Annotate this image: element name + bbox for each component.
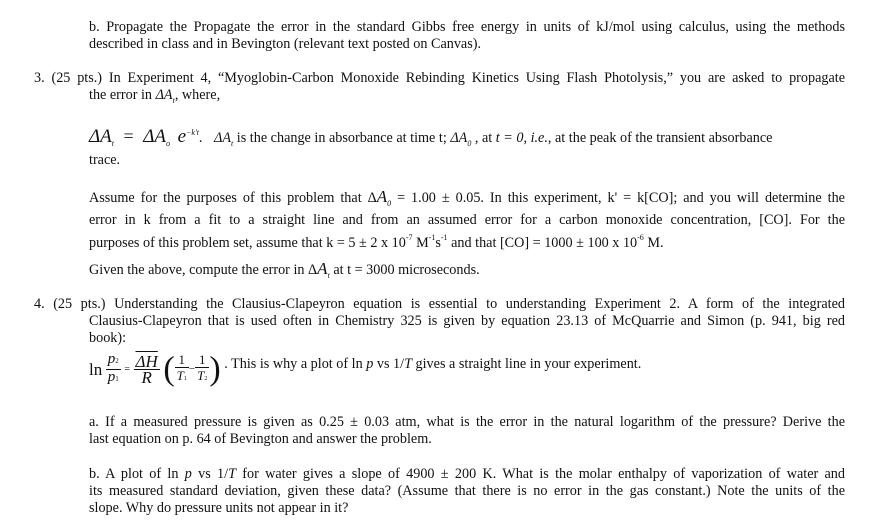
eq4-p2-sub: 2 — [115, 357, 119, 365]
eq4-one-b: 1 — [195, 352, 209, 368]
eq4-paren-close: ) — [209, 350, 221, 388]
q4-b-l1a: b. A plot of ln — [89, 466, 185, 482]
q3-p2-l3c: M — [412, 235, 429, 251]
eq-e: e — [177, 126, 186, 147]
prev-part-b — [89, 19, 845, 53]
question-3-line1 — [34, 70, 845, 87]
question-4-line2: Clausius-Clapeyron that is used often in Chemistry 325 is given by equation 23.13 of McQuarrie and Simon (p. 941, big red — [89, 313, 845, 329]
eq-equals: = — [123, 126, 134, 146]
question-3-number: 3. — [34, 70, 45, 86]
q3-p2-l3h: -6 — [637, 233, 644, 242]
eq4-p1-sub: 1 — [115, 375, 119, 383]
question-3-line1-text: (25 pts.) In Experiment 4, “Myoglobin-Carbon Monoxide Rebinding Kinetics Using Flash Photolysis,” you are asked to propagate — [51, 70, 846, 86]
q3-equation-line — [89, 124, 845, 152]
eq-lhs-sub: t — [111, 139, 114, 148]
eq-lhs: ΔA — [89, 126, 112, 147]
eq4-dh: $\overline{\Delta H}$ — [135, 352, 158, 371]
question-4-line1 — [34, 296, 845, 313]
q4-b-l1d: T — [228, 466, 236, 482]
q3-p2-l3d: -1 — [428, 233, 436, 242]
eq4-equals: = — [124, 364, 130, 375]
q3-line2-sub: t — [172, 96, 175, 105]
q4-part-a — [89, 414, 845, 448]
eq4-t1-sub: 1 — [183, 376, 187, 382]
q4-part-b — [89, 466, 845, 517]
question-4-line3: book): — [89, 330, 127, 346]
question-4-number: 4. — [34, 296, 45, 312]
eq4-after-c: vs 1/ — [373, 356, 405, 372]
eq-rhs-sub: o — [166, 139, 171, 148]
eq4-p-fraction — [106, 352, 121, 387]
q3-p3c: t — [327, 271, 330, 280]
eq4-after-text — [224, 356, 641, 372]
eq4-t1: T — [176, 368, 184, 383]
q3-p2-l3g: and that [CO] = 1000 ± 100 x 10 — [447, 235, 638, 251]
eq4-paren-open: ( — [163, 350, 175, 388]
q3-p2-l1d: = 1.00 ± 0.05. In this experiment, k' = k[CO]; and you will determine the — [391, 190, 845, 206]
question-3 — [34, 70, 845, 109]
eq4-p2: p — [107, 351, 116, 367]
q3-p2-l3a: purposes of this problem set, assume that k = 5 ± 2 x 10 — [89, 235, 406, 251]
question-3-line2 — [34, 87, 845, 109]
eq4-t1-den — [175, 368, 189, 387]
q3-equation-cont: trace. — [89, 152, 121, 168]
prev-part-b-line2: described in class and in Bevington (relevant text posted on Canvas). — [89, 36, 482, 52]
q3-p2-l1a: Assume for the purposes of this problem that Δ — [89, 190, 377, 206]
eq4-t2-den — [195, 368, 209, 387]
eq4-minus: − — [188, 363, 196, 375]
prev-part-b-line1: b. Propagate the Propagate the error in the standard Gibbs free energy in units of kJ/mol using calculus, using the methods — [89, 19, 845, 35]
q4-b-l1c: vs 1/ — [191, 466, 229, 482]
q3-p3d: at t = 3000 microseconds. — [329, 262, 480, 278]
eq-rhs: ΔA — [143, 126, 167, 147]
q3-line2-pre: the error in — [89, 87, 156, 103]
q3-p3a: Given the above, compute the error in Δ — [89, 262, 318, 278]
q3-paragraph-2 — [89, 188, 845, 252]
eq4-t2-fraction — [195, 352, 209, 387]
eq4-after-d: T — [404, 356, 412, 372]
q3-p3b: A — [317, 259, 328, 278]
eq4-after-e: gives a straight line in your experiment. — [411, 356, 642, 372]
eq4-p1: p — [107, 369, 116, 385]
q4-a-line2: last equation on p. 64 of Bevington and answer the problem. — [89, 431, 432, 447]
eq4-ln: ln — [89, 360, 103, 379]
eq4-after-a: . This is why a plot of ln — [224, 356, 367, 372]
eq-exponent: −k′t — [186, 128, 199, 137]
q4-b-l1b: p — [184, 466, 192, 482]
q3-p2-l3f: -1 — [440, 233, 448, 242]
q4-b-l1e: for water gives a slope of 4900 ± 200 K. What is the molar enthalpy of vaporization of water and — [235, 466, 845, 482]
eq-desc6: , — [523, 130, 531, 146]
q3-p2-l3i: M. — [643, 235, 664, 251]
eq-desc1: ΔA — [214, 130, 232, 146]
eq4-dh-den — [134, 370, 160, 385]
question-4 — [34, 296, 845, 347]
q4-b-line1 — [89, 466, 845, 483]
eq4-one-a: 1 — [175, 352, 189, 368]
eq4-after-b: p — [366, 356, 374, 372]
eq4-t2-sub: 2 — [204, 376, 208, 382]
q3-p2-l1c: 0 — [387, 199, 392, 208]
q3-p2-l1b: A — [376, 187, 388, 206]
q3-p2-line1 — [89, 188, 845, 212]
q3-p2-l3b: -7 — [405, 233, 413, 242]
q3-line2-var: ΔA — [155, 87, 173, 103]
q4-a-line1: a. If a measured pressure is given as 0.25 ± 0.03 atm, what is the error in the natural logarithm of the pressure? Derive the — [89, 414, 845, 430]
eq-desc3-sub: 0 — [467, 139, 472, 148]
eq4-p-den — [106, 370, 121, 387]
eq4-p-num — [106, 352, 121, 370]
eq4-t2: T — [197, 368, 205, 383]
eq-desc4: , at — [471, 130, 496, 146]
eq4-dh-fraction — [134, 354, 160, 385]
q3-p2-line2: error in k from a fit to a straight line and from an assumed error for a carbon monoxide concentration, [CO]. For the — [89, 212, 845, 228]
eq-desc7: i.e. — [530, 130, 548, 146]
q4-equation-line — [89, 352, 845, 387]
q4-b-line3: slope. Why do pressure units not appear in it? — [89, 500, 349, 516]
eq-description — [206, 130, 772, 146]
q3-paragraph-3 — [89, 260, 845, 284]
q3-p2-l3e: s — [435, 235, 441, 251]
eq4-t1-fraction — [175, 352, 189, 387]
eq-desc3: ΔA — [450, 130, 468, 146]
q4-b-line2: its measured standard deviation, given these data? (Assume that there is no error in the gas constant.) Note the units of the — [89, 483, 845, 499]
q3-line2-post: , where, — [174, 87, 221, 103]
eq4-r: R — [141, 368, 152, 387]
eq-dot: . — [198, 130, 203, 146]
eq-desc8: , at the peak of the transient absorbance — [547, 130, 773, 146]
eq-desc5: t = 0 — [495, 130, 524, 146]
eq-desc2: is the change in absorbance at time t; — [233, 130, 451, 146]
q3-p2-line3 — [89, 229, 845, 252]
question-4-line1-text: (25 pts.) Understanding the Clausius-Clapeyron equation is essential to understanding Experiment 2. A form of the integrated — [53, 296, 845, 312]
eq-desc1-sub: t — [231, 139, 234, 148]
